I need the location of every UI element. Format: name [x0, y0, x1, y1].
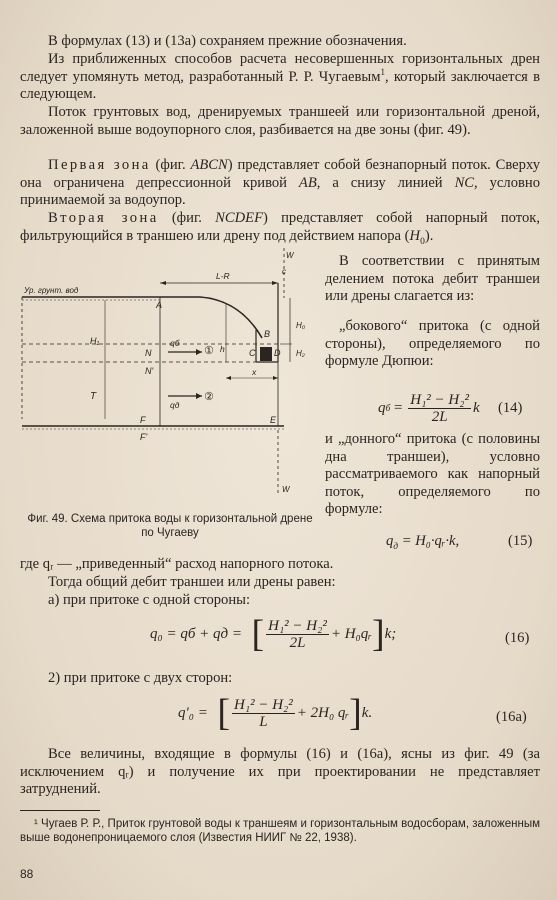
label-x: x [252, 367, 257, 377]
right-column-intro: В соответствии с принятым делением потока дебит траншеи или дрены слагается из: [325, 253, 540, 304]
label-q-side: qб [170, 338, 180, 348]
label-c: c [282, 267, 286, 276]
final-paragraph: Все величины, входящие в формулы (16) и (16а), ясны из фиг. 49 (за исключением qᵣ) и получение их при проектировании не представляет затруднений. [20, 746, 540, 797]
formula-16a-number: (16а) [496, 709, 527, 725]
definition-qr: где qᵣ — „приведенный“ расход напорного потока. [20, 556, 334, 572]
label-zone-2: ② [204, 391, 214, 403]
paragraph-flow-zones: Поток грунтовых вод, дренируемых траншеей или горизонтальной дреной, заложенной выше водоупорного слоя, разбивается на две зоны (фиг. 49). [20, 104, 540, 138]
label-H1: H₁ [90, 336, 100, 346]
label-F: F [140, 415, 146, 425]
figure-49-caption: Фиг. 49. Схема притока воды к горизонтальной дрене по Чугаеву [27, 513, 313, 539]
paragraph-chugaev-method: Из приближенных способов расчета несовершенных горизонтальных дрен следует упомянуть метод, разработанный Р. Р. Чугаевым$^1$, который заключается в следующем. [20, 51, 540, 102]
label-zone-1: ① [204, 345, 214, 357]
paragraph-formulas-notation: В формулах (13) и (13а) сохраняем прежние обозначения. [48, 33, 407, 49]
formula-16a: q′₀ = [ $\frac{\text{H₁² − H₂²}}{L}$ + 2H₀ qᵣ ] k. [178, 692, 373, 734]
two-sides-line: 2) при притоке с двух сторон: [48, 670, 233, 686]
footnote-divider [20, 810, 100, 811]
label-H2: H₂ [296, 349, 305, 358]
label-H0: H₀ [296, 321, 306, 330]
footnote: ¹ Чугаев Р. Р., Приток грунтовой воды к траншеям и горизонтальным водосборам, заложенным выше водонепроницаемого слоя (Известия НИИГ № 22, 1938). [20, 818, 540, 844]
drain-pipe [260, 347, 272, 361]
formula-16-fraction: $\frac{\text{H₁² − H₂²}}{2L}$ [268, 617, 327, 651]
paragraph-first-zone: Первая зона (фиг. ABCN) представляет собой безнапорный поток. Сверху она ограничена депрессионной кривой AB, а снизу линией NC, условно принимаемой за водоупор. [20, 157, 540, 208]
figure-49-diagram [20, 244, 320, 506]
right-column-side-inflow: „бокового“ притока (с одной стороны), определяемого по формуле Дюпюи: [325, 318, 540, 369]
formula-14-fraction: $\frac{\text{H₁² − H₂²}}{2L}$ [410, 392, 469, 425]
label-A: A [156, 300, 163, 310]
label-ground-water: Ур. грунт. вод [24, 286, 79, 295]
formula-15: $q_д$ = H₀·qᵣ·k, [386, 533, 460, 552]
one-side-line: а) при притоке с одной стороны: [48, 592, 251, 608]
label-C: C [249, 348, 256, 358]
right-column-bottom-inflow: и „донного“ притока (с половины дна траншеи), условно рассматриваемого как напорный поток, определяемого по формуле: [325, 431, 540, 517]
footnote-marker: 1 [380, 66, 385, 77]
formula-15-number: (15) [508, 533, 533, 549]
page-number: 88 [20, 867, 34, 881]
label-L-R: L-R [216, 271, 230, 281]
label-E: E [270, 415, 277, 425]
label-B: B [264, 329, 271, 339]
formula-14: q б = $\frac{\text{H₁² − H₂²}}{2L}$ k [378, 392, 480, 425]
label-D: D [274, 348, 281, 358]
formula-14-number: (14) [498, 400, 523, 416]
formula-16: q₀ = qб + qд = [ $\frac{\text{H₁² − H₂²}}{2L}$ + H₀qᵣ ] k; [150, 613, 397, 655]
label-T: T [90, 391, 97, 402]
formula-16a-fraction: $\frac{\text{H₁² − H₂²}}{L}$ [234, 696, 293, 730]
label-N: N [145, 348, 152, 358]
formula-16-number: (16) [505, 630, 530, 646]
label-q-bottom: qд [170, 400, 180, 410]
label-h: h [220, 344, 225, 354]
paragraph-second-zone: Вторая зона (фиг. NCDEF) представляет собой напорный поток, фильтрующийся в траншею или дрену под действием напора $(H_0)$. [20, 210, 540, 247]
label-F-prime: F' [140, 432, 148, 442]
label-W-top: W [286, 251, 294, 260]
label-N-prime: N' [145, 366, 154, 376]
depression-curve [160, 297, 262, 338]
label-W-bottom: W [282, 485, 290, 494]
total-inflow-line: Тогда общий дебит траншеи или дрены равен: [48, 574, 336, 590]
